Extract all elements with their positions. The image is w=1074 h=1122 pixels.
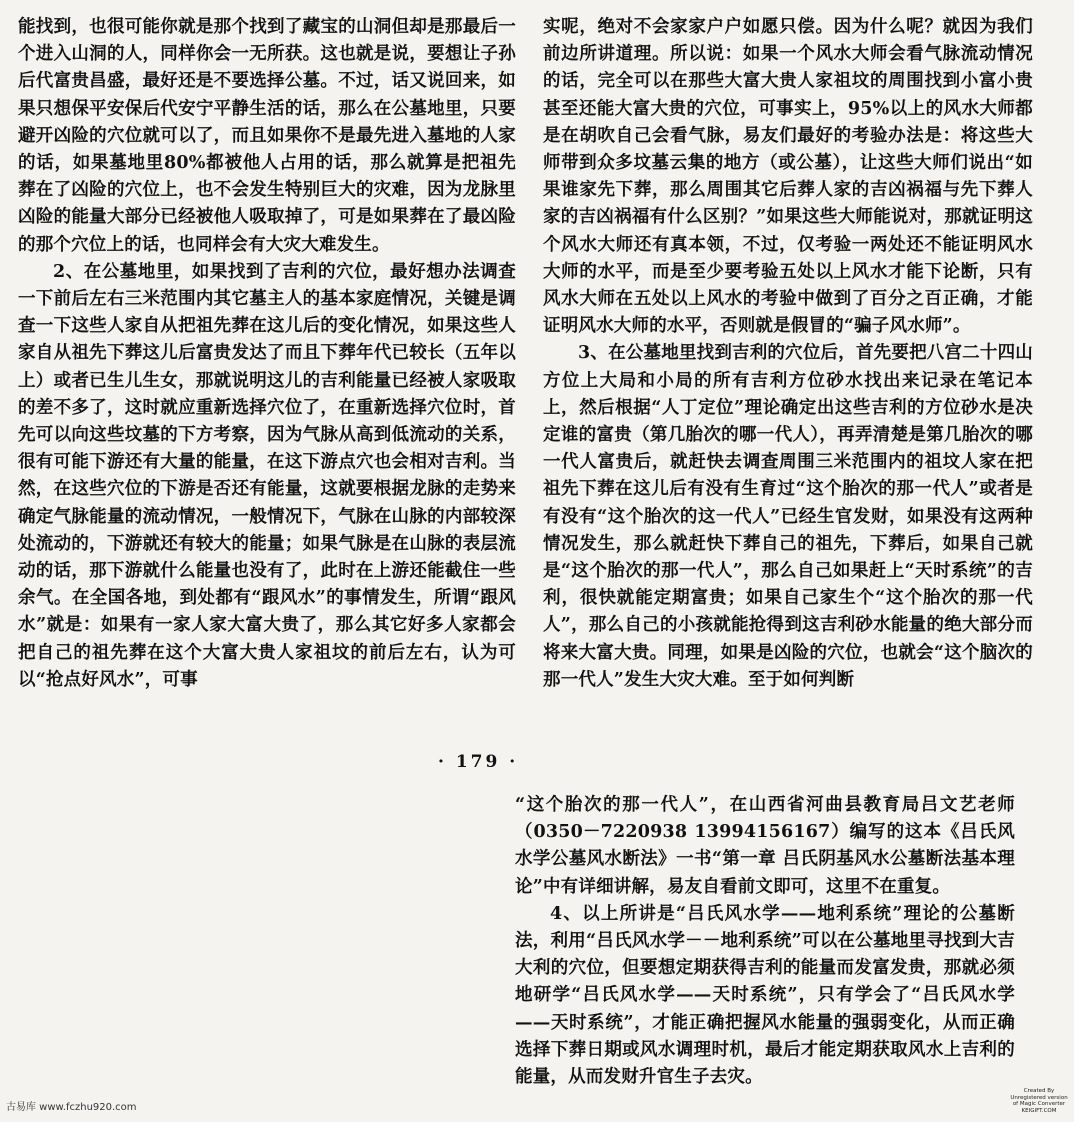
paragraph: 实呢，绝对不会家家户户如愿只偿。因为什么呢？就因为我们前边所讲道理。所以说：如果一个风水大师会看气脉流动情况的话，完全可以在那些大富大贵人家祖坟的周围找到小富小贵甚至还能大富大贵的穴位，可事实上，95%以上的风水大师都是在胡吹自己会看气脉，易友们最好的考验办法是：将这些大师带到众多坟墓云集的地方（或公墓），让这些大师们说出“如果谁家先下葬，那么周围其它后葬人家的吉凶祸福与先下葬人家的吉凶祸福有什么区别？”如果这些大师能说对，那就证明这个风水大师还有真本领，不过，仅考验一两处还不能证明风水大师的水平，而是至少要考验五处以上风水才能下论断，只有风水大师在五处以上风水的考验中做到了百分之百正确，才能证明风水大师的水平，否则就是假冒的“骗子风水师”。: [543, 17, 1033, 337]
paragraph: 能找到，也很可能你就是那个找到了藏宝的山洞但却是那最后一个进入山洞的人，同样你会一无所获。这也就是说，要想让子孙后代富贵昌盛，最好还是不要选择公墓。不过，话又说回来，如果只想保平安保后代安宁平静生活的话，那么在公墓地里，只要避开凶险的穴位就可以了，而且如果你不是最先进入墓地的人家的话，如果墓地里80%都被他人占用的话，那么就算是把祖先葬在了凶险的穴位上，也不会发生特别巨大的灾难，因为龙脉里凶险的能量大部分已经被他人吸取掉了，可是如果葬在了最凶险的那个穴位上的话，也同样会有大灾大难发生。: [18, 17, 516, 255]
paragraph: “这个胎次的那一代人”，在山西省河曲县教育局吕文艺老师（0350－7220938 13994156167）编写的这本《吕氏风水学公墓风水断法》一书“第一章 吕氏阴基风水公墓断法基本理论”中有详细讲解，易友自看前文即可，这里不在重复。: [515, 795, 1015, 897]
watermark-line: Unregistered version: [1010, 1094, 1068, 1101]
watermark-line: KEIGIFT.COM: [1021, 1107, 1057, 1114]
site-watermark: 古易库 www.fczhu920.com: [6, 1102, 137, 1113]
left-column: [18, 14, 516, 694]
paragraph: 2、在公墓地里，如果找到了吉利的穴位，最好想办法调查一下前后左右三米范围内其它墓主人的基本家庭情况，关键是调查一下这些人家自从把祖先葬在这儿后的变化情况，如果这些人家自从祖先下葬这儿后富贵发达了而且下葬年代已较长（五年以上）或者已生儿生女，那就说明这儿的吉利能量已经被人家吸取的差不多了，这时就应重新选择穴位了，在重新选择穴位时，首先可以向这些坟墓的下方考察，因为气脉从高到低流动的关系，很有可能下游还有大量的能量，在这下游点穴也会相对吉利。当然，在这些穴位的下游是否还有能量，这就要根据龙脉的走势来确定气脉能量的流动情况，一般情况下，气脉在山脉的内部较深处流动的，下游就还有较大的能量；如果气脉是在山脉的表层流动的话，那下游就什么能量也没有了，此时在上游还能截住一些余气。在全国各地，到处都有“跟风水”的事情发生，所谓“跟风水”就是：如果有一家人家大富大贵了，那么其它好多人家都会把自己的祖先葬在这个大富大贵人家祖坟的前后左右，认为可以“抢点好风水”，可事: [18, 261, 516, 690]
right-column-top: [543, 14, 1033, 694]
paragraph: 3、在公墓地里找到吉利的穴位后，首先要把八宫二十四山方位上大局和小局的所有吉利方位砂水找出来记录在笔记本上，然后根据“人丁定位”理论确定出这些吉利的方位砂水是决定谁的富贵（第几胎次的哪一代人），再弄清楚是第几胎次的哪一代人富贵后，就赶快去调查周围三米范围内的祖坟人家在把祖先下葬在这儿后有没有生育过“这个胎次的那一代人”或者是有没有“这个胎次的这一代人”已经生官发财，如果没有这两种情况发生，那么就赶快下葬自己的祖先，下葬后，如果自己就是“这个胎次的那一代人”，那么自己如果赶上“天时系统”的吉利，很快就能定期富贵；如果自己家生个“这个胎次的那一代人”，那么自己的小孩就能抢得到这吉利砂水能量的绝大部分而将来大富大贵。同理，如果是凶险的穴位，也就会“这个脑次的那一代人”发生大灾大难。至于如何判断: [543, 343, 1033, 690]
watermark-line: of Magic Converter: [1012, 1101, 1066, 1107]
converter-watermark: [1010, 1088, 1068, 1114]
watermark-line: Created By: [1023, 1088, 1055, 1094]
right-column-bottom: [515, 792, 1015, 1091]
paragraph: 4、以上所讲是“吕氏风水学——地利系统”理论的公墓断法，利用“吕氏风水学－－地利系统”可以在公墓地里寻找到大吉大利的穴位，但要想定期获得吉利的能量而发富发贵，那就必须地研学“吕氏风水学——天时系统”，只有学会了“吕氏风水学——天时系统”，才能正确把握风水能量的强弱变化，从而正确选择下葬日期或风水调理时机，最后才能定期获取风水上吉利的能量，从而发财升官生子去灾。: [515, 903, 1015, 1088]
page-number: · 179 ·: [438, 752, 519, 772]
